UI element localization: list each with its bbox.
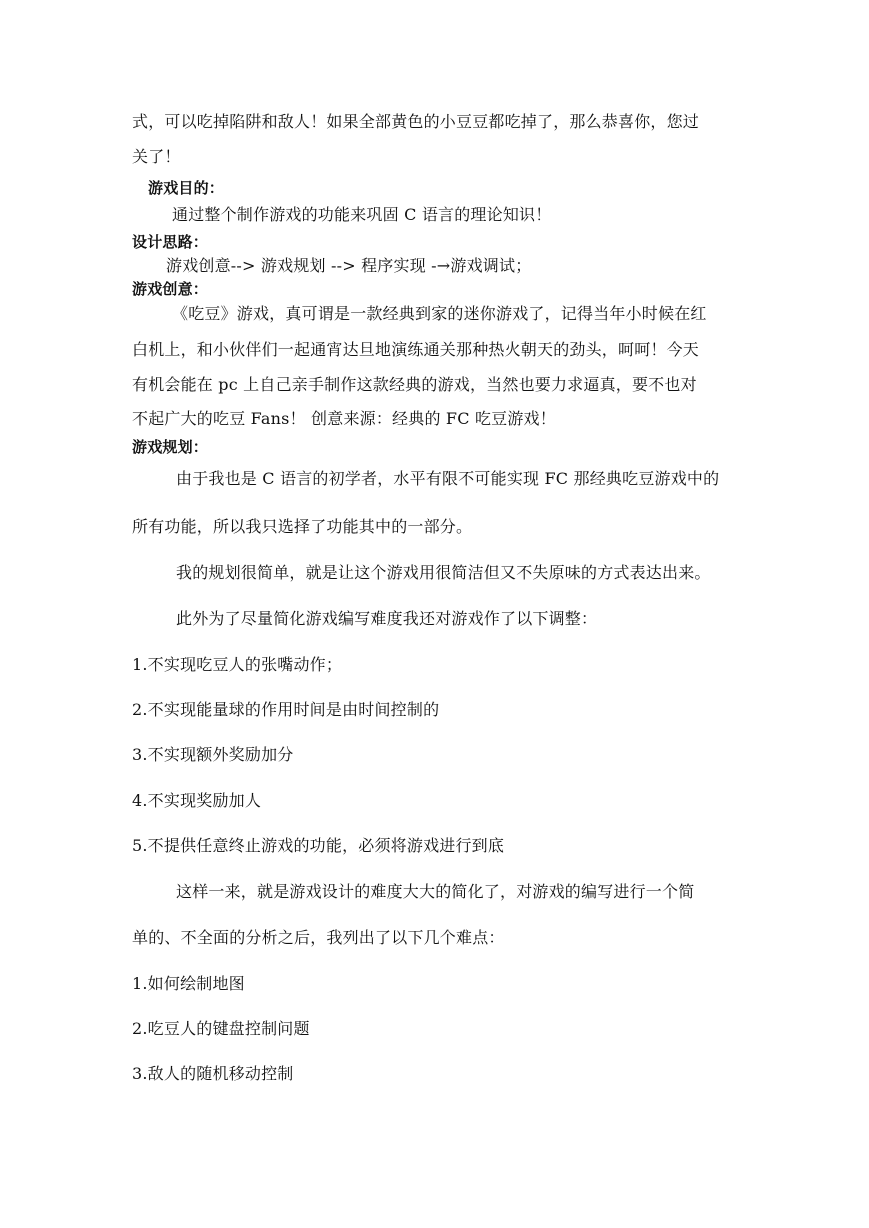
design-flow: 游戏创意--> 游戏规划 --> 程序实现 -→游戏调试； <box>166 256 532 275</box>
result-line-2: 单的、不全面的分析之后，我列出了以下几个难点： <box>132 928 505 947</box>
plan-para2: 我的规划很简单，就是让这个游戏用很简洁但又不失原味的方式表达出来。 <box>176 563 711 582</box>
intro-line-2: 关了！ <box>132 147 181 166</box>
idea-line-4: 不起广大的吃豆 Fans！ 创意来源：经典的 FC 吃豆游戏！ <box>132 409 556 428</box>
result-line-1: 这样一来，就是游戏设计的难度大大的简化了，对游戏的编写进行一个简 <box>176 882 695 901</box>
adjustment-item-1: 1.不实现吃豆人的张嘴动作； <box>132 655 343 674</box>
plan-para1-line2: 所有功能，所以我只选择了功能其中的一部分。 <box>132 517 473 536</box>
idea-line-2: 白机上，和小伙伴们一起通宵达旦地演练通关那种热火朝天的劲头，呵呵！今天 <box>132 340 700 359</box>
idea-line-3: 有机会能在 pc 上自己亲手制作这款经典的游戏，当然也要力求逼真，要不也对 <box>132 375 697 394</box>
design-heading: 设计思路： <box>132 233 209 251</box>
idea-line-1: 《吃豆》游戏，真可谓是一款经典到家的迷你游戏了，记得当年小时候在红 <box>172 304 707 323</box>
adjustment-item-3: 3.不实现额外奖励加分 <box>132 745 294 764</box>
idea-heading: 游戏创意： <box>132 280 209 298</box>
difficulty-item-2: 2.吃豆人的键盘控制问题 <box>132 1019 310 1038</box>
difficulty-item-3: 3.敌人的随机移动控制 <box>132 1064 294 1083</box>
plan-para3: 此外为了尽量简化游戏编写难度我还对游戏作了以下调整： <box>176 609 598 628</box>
plan-para1-line1: 由于我也是 C 语言的初学者，水平有限不可能实现 FC 那经典吃豆游戏中的 <box>176 469 720 488</box>
goal-heading: 游戏目的： <box>148 179 225 197</box>
intro-line-1: 式，可以吃掉陷阱和敌人！如果全部黄色的小豆豆都吃掉了，那么恭喜你，您过 <box>132 112 700 131</box>
goal-text: 通过整个制作游戏的功能来巩固 C 语言的理论知识！ <box>172 205 552 224</box>
plan-heading: 游戏规划： <box>132 438 209 456</box>
adjustment-item-5: 5.不提供任意终止游戏的功能，必须将游戏进行到底 <box>132 836 505 855</box>
adjustment-item-2: 2.不实现能量球的作用时间是由时间控制的 <box>132 700 440 719</box>
difficulty-item-1: 1.如何绘制地图 <box>132 974 245 993</box>
adjustment-item-4: 4.不实现奖励加人 <box>132 791 262 810</box>
